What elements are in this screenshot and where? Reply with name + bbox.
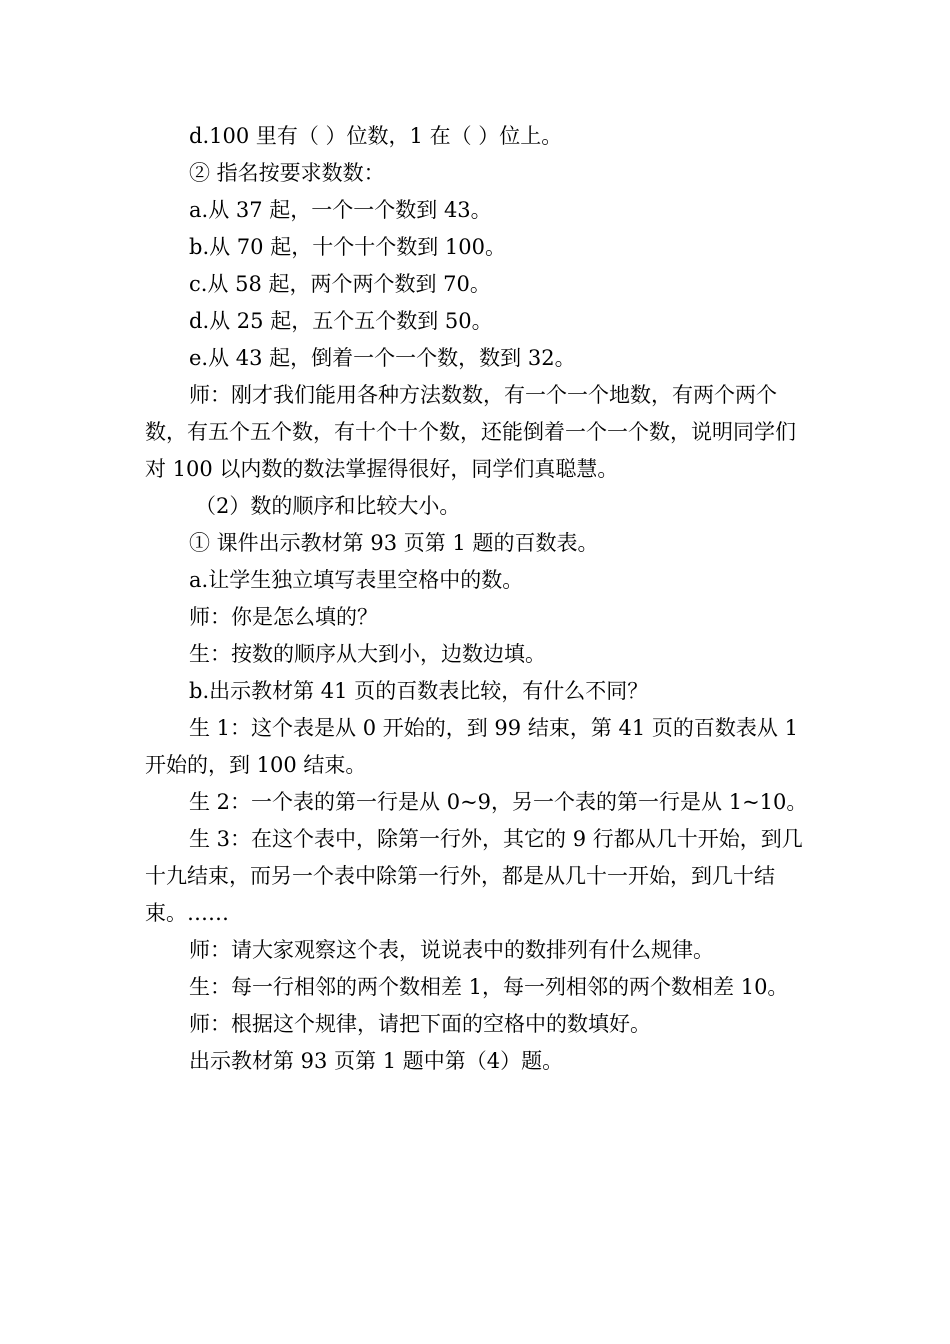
paragraph-student-1: 生 1：这个表是从 0 开始的，到 99 结束，第 41 页的百数表从 1 开始的，到 100 结束。: [145, 716, 798, 777]
paragraph-teacher-pattern: 师：请大家观察这个表，说说表中的数排列有什么规律。: [189, 938, 714, 962]
paragraph-student-answer: 生：按数的顺序从大到小，边数边填。: [189, 642, 546, 666]
paragraph-teacher-summary: 师：刚才我们能用各种方法数数，有一个一个地数，有两个两个数，有五个五个数，有十个十个数，还能倒着一个一个数，说明同学们对 100 以内数的数法掌握得很好，同学们真聪慧。: [145, 383, 796, 481]
paragraph-hundred-chart: ① 课件出示教材第 93 页第 1 题的百数表。: [189, 531, 599, 555]
paragraph-d-100-places: d.100 里有（ ）位数，1 在（ ）位上。: [189, 124, 563, 148]
paragraph-teacher-question: 师：你是怎么填的？: [189, 605, 378, 629]
paragraph-student-3: 生 3：在这个表中，除第一行外，其它的 9 行都从几十开始，到几十九结束，而另一个表中除第一行外，都是从几十一开始，到几十结束。……: [145, 827, 803, 925]
paragraph-count-a: a.从 37 起，一个一个数到 43。: [189, 198, 492, 222]
paragraph-count-e: e.从 43 起，倒着一个一个数，数到 32。: [189, 346, 576, 370]
document-body: [145, 118, 810, 1080]
paragraph-count-c: c.从 58 起，两个两个数到 70。: [189, 272, 491, 296]
paragraph-student-pattern: 生：每一行相邻的两个数相差 1，每一列相邻的两个数相差 10。: [189, 975, 789, 999]
section-heading-order-compare: （2）数的顺序和比较大小。: [195, 494, 461, 518]
paragraph-fill-blanks: a.让学生独立填写表里空格中的数。: [189, 568, 524, 592]
paragraph-student-2: 生 2：一个表的第一行是从 0~9，另一个表的第一行是从 1~10。: [189, 790, 808, 814]
paragraph-counting-instruction: ② 指名按要求数数：: [189, 161, 385, 185]
paragraph-compare-charts: b.出示教材第 41 页的百数表比较，有什么不同？: [189, 679, 649, 703]
paragraph-exercise-4: 出示教材第 93 页第 1 题中第（4）题。: [189, 1049, 564, 1073]
paragraph-count-b: b.从 70 起，十个十个数到 100。: [189, 235, 506, 259]
paragraph-count-d: d.从 25 起，五个五个数到 50。: [189, 309, 493, 333]
paragraph-teacher-fill: 师：根据这个规律，请把下面的空格中的数填好。: [189, 1012, 651, 1036]
